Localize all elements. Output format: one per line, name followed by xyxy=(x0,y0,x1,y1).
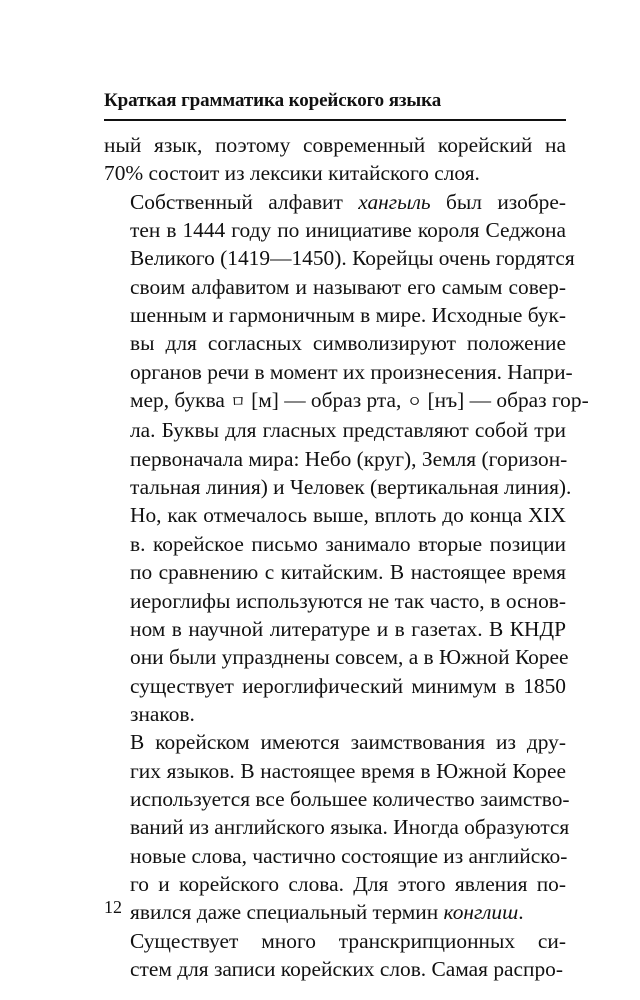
text-line xyxy=(104,813,570,841)
text-run: гих языков. В настоящее время в Южной Корее xyxy=(130,758,566,783)
text-line xyxy=(104,386,589,416)
hangul-letter: ㅁ xyxy=(230,392,246,412)
text-run: ном в научной литературе и в газетах. В КНДР xyxy=(130,616,566,641)
text-line xyxy=(104,955,566,983)
text-run: [м] — образ рта, xyxy=(245,388,407,413)
paragraph xyxy=(104,188,589,729)
text-run: иероглифы используются не так часто, в основ- xyxy=(130,588,566,613)
text-line xyxy=(104,358,573,386)
text-line xyxy=(104,273,566,301)
text-line xyxy=(104,558,566,586)
text-line xyxy=(104,842,566,870)
text-run: используется все большее количество заимство- xyxy=(130,786,570,811)
text-line xyxy=(104,329,566,357)
text-run: по сравнению с китайским. В настоящее время xyxy=(130,560,566,585)
text-run: . xyxy=(518,900,524,925)
text-run: Великого (1419—1450). Корейцы очень гордятся xyxy=(130,246,575,271)
text-run: 70% состоит из лексики китайского слоя. xyxy=(104,161,480,186)
text-run: ваний из английского языка. Иногда образуются xyxy=(130,815,570,840)
text-line xyxy=(104,870,566,898)
page-number: 12 xyxy=(104,897,122,917)
text-run: знаков. xyxy=(130,701,195,726)
text-run: стем для записи корейских слов. Самая распро- xyxy=(130,956,563,981)
text-line xyxy=(104,159,566,187)
hangul-letter: ㅇ xyxy=(406,392,423,412)
text-line xyxy=(104,216,566,244)
text-run: ла. Буквы для гласных представляют собой три xyxy=(130,418,566,443)
text-run: первоначала мира: Небо (круг), Земля (горизон- xyxy=(130,446,568,471)
italic-term: конглиш xyxy=(443,900,519,925)
text-run: новые слова, частично состоящие из английско- xyxy=(130,843,568,868)
text-run: тальная линия) и Человек (вертикальная линия). xyxy=(130,475,572,500)
text-line xyxy=(104,672,566,700)
text-line xyxy=(104,587,566,615)
body-text xyxy=(104,131,589,983)
text-run: явился даже специальный термин xyxy=(130,900,444,925)
text-line xyxy=(104,927,566,955)
text-line xyxy=(104,244,575,272)
text-line xyxy=(104,757,566,785)
running-head: Краткая грамматика корейского языка xyxy=(104,88,566,121)
text-line xyxy=(104,301,566,329)
text-line xyxy=(104,445,566,473)
text-line xyxy=(104,473,572,501)
text-run: в. корейское письмо занимало вторые позиции xyxy=(130,531,566,556)
text-run: шенным и гармоничным в мире. Исходные бук- xyxy=(130,303,566,328)
text-run: существует иероглифический минимум в 1850 xyxy=(130,673,566,698)
text-run: Но, как отмечалось выше, вплоть до конца XIX xyxy=(130,503,566,528)
text-line xyxy=(104,530,566,558)
text-line xyxy=(104,131,566,159)
text-line xyxy=(104,700,566,728)
text-line xyxy=(104,615,566,643)
paragraph xyxy=(104,927,566,984)
text-run: органов речи в момент их произнесения. Напри- xyxy=(130,359,573,384)
text-run: Собственный алфавит xyxy=(130,189,359,214)
text-run: В корейском имеются заимствования из дру- xyxy=(130,730,566,755)
text-line xyxy=(104,785,570,813)
paragraph xyxy=(104,728,570,926)
text-line xyxy=(104,188,566,216)
text-run: своим алфавитом и называют его самым совер- xyxy=(130,274,566,299)
text-line xyxy=(104,898,566,926)
text-line xyxy=(104,728,566,756)
text-run: мер, буква xyxy=(130,388,231,413)
text-run: был изобре- xyxy=(430,189,566,214)
italic-term: хангыль xyxy=(358,189,431,214)
text-line xyxy=(104,501,566,529)
text-line xyxy=(104,416,566,444)
text-run: го и корейского слова. Для этого явления по- xyxy=(130,871,566,896)
text-run: [нъ] — образ гор- xyxy=(422,388,589,413)
text-line xyxy=(104,643,569,671)
text-run: ный язык, поэтому современный корейский на xyxy=(104,133,566,157)
page-content xyxy=(104,88,589,983)
text-run: они были упразднены совсем, а в Южной Корее xyxy=(130,645,569,670)
paragraph xyxy=(104,131,566,188)
text-run: тен в 1444 году по инициативе короля Седжона xyxy=(130,218,566,243)
text-run: вы для согласных символизируют положение xyxy=(130,331,566,356)
text-run: Существует много транскрипционных си- xyxy=(130,928,566,953)
